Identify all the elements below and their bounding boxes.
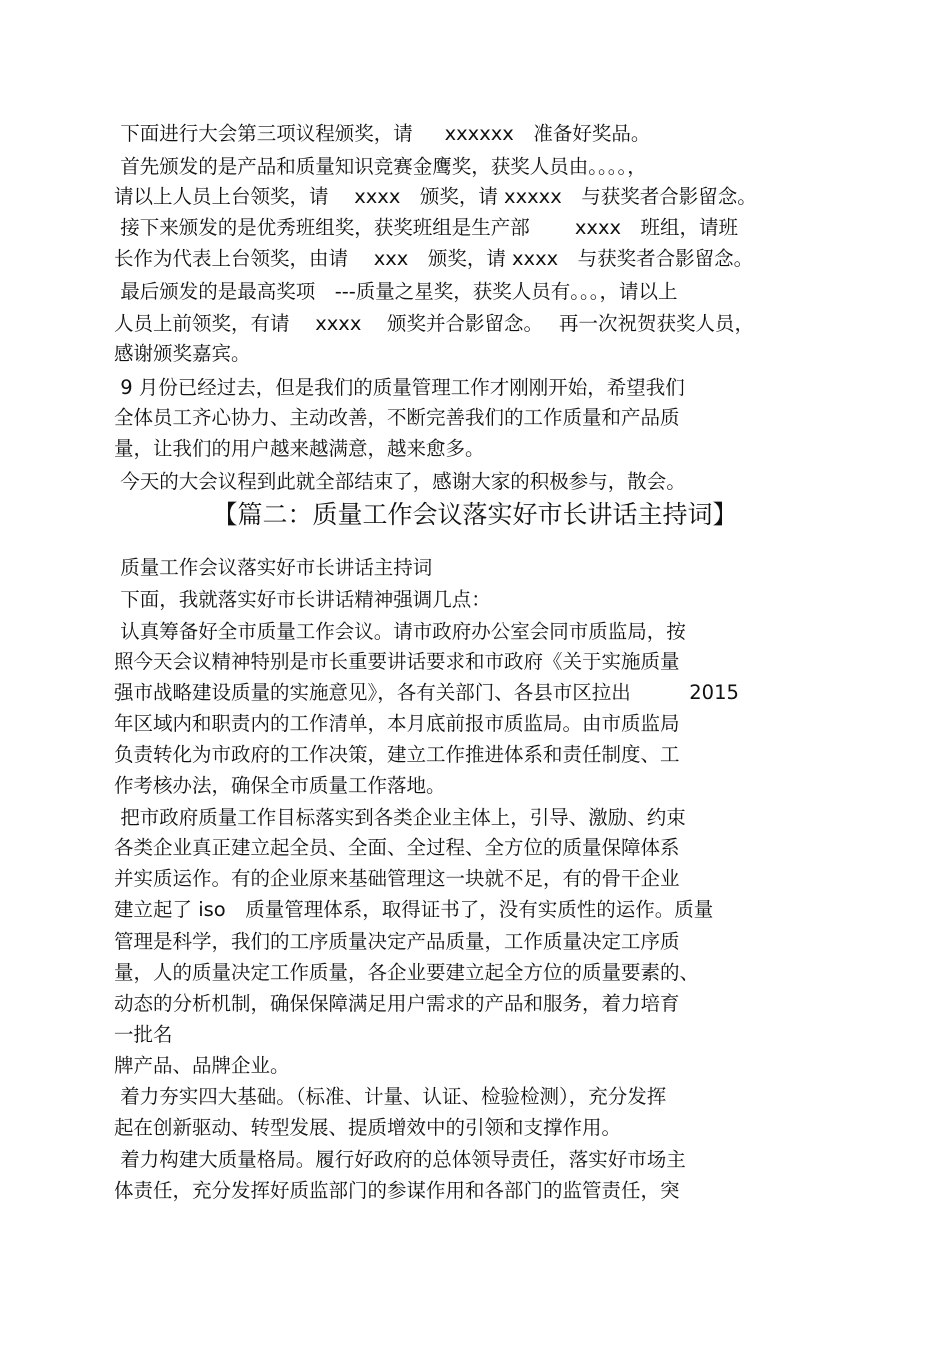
paragraph-line: 一批名 (114, 1023, 173, 1046)
section-heading: 【篇二：质量工作会议落实好市长讲话主持词】 (212, 500, 738, 529)
paragraph-line: 动态的分析机制，确保保障满足用户需求的产品和服务，着力培育 (114, 992, 680, 1015)
paragraph-line: 体责任，充分发挥好质监部门的参谋作用和各部门的监管责任，突 (114, 1179, 680, 1202)
paragraph-line: 牌产品、品牌企业。 (114, 1054, 290, 1077)
paragraph-line: 各类企业真正建立起全员、全面、全过程、全方位的质量保障体系 (114, 836, 680, 859)
paragraph-line: 下面，我就落实好市长讲话精神强调几点： (114, 588, 491, 611)
paragraph-line: 年区域内和职责内的工作清单，本月底前报市质监局。由市质监局 (114, 712, 680, 735)
paragraph-line: 着力构建大质量格局。履行好政府的总体领导责任，落实好市场主 (114, 1148, 686, 1171)
paragraph-line: 接下来颁发的是优秀班组奖，获奖班组是生产部 xxxx 班组，请班 (114, 216, 739, 239)
paragraph-line: 质量工作会议落实好市长讲话主持词 (114, 556, 433, 579)
paragraph-line: 首先颁发的是产品和质量知识竞赛金鹰奖，获奖人员由。。。。， (114, 155, 647, 178)
paragraph-line: 下面进行大会第三项议程颁奖，请 xxxxxx 准备好奖品。 (114, 122, 651, 145)
paragraph-line: 建立起了 iso 质量管理体系，取得证书了，没有实质性的运作。质量 (114, 898, 714, 921)
paragraph-line: 长作为代表上台领奖，由请 xxx 颁奖，请 xxxx 与获奖者合影留念。 (114, 247, 754, 270)
paragraph-line: 着力夯实四大基础。（标准、计量、认证、检验检测），充分发挥 (114, 1085, 667, 1108)
paragraph-line: 管理是科学，我们的工序质量决定产品质量，工作质量决定工序质 (114, 930, 680, 953)
paragraph-line: 起在创新驱动、转型发展、提质增效中的引领和支撑作用。 (114, 1116, 622, 1139)
paragraph-line: 请以上人员上台领奖，请 xxxx 颁奖，请 xxxxx 与获奖者合影留念。 (114, 185, 757, 208)
paragraph-line: 人员上前领奖，有请 xxxx 颁奖并合影留念。 再一次祝贺获奖人员， (114, 312, 755, 335)
paragraph-line: 量，人的质量决定工作质量，各企业要建立起全方位的质量要素的、 (114, 961, 700, 984)
paragraph-line: 最后颁发的是最高奖项 ---质量之星奖，获奖人员有。。。，请以上 (114, 280, 678, 303)
paragraph-line: 今天的大会议程到此就全部结束了，感谢大家的积极参与，散会。 (114, 470, 686, 493)
paragraph-line: 并实质运作。有的企业原来基础管理这一块就不足，有的骨干企业 (114, 867, 680, 890)
paragraph-line: 全体员工齐心协力、主动改善，不断完善我们的工作质量和产品质 (114, 406, 680, 429)
paragraph-line: 认真筹备好全市质量工作会议。请市政府办公室会同市质监局，按 (114, 620, 686, 643)
paragraph-line: 照今天会议精神特别是市长重要讲话要求和市政府《关于实施质量 (114, 650, 680, 673)
paragraph-line: 9 月份已经过去，但是我们的质量管理工作才刚刚开始，希望我们 (114, 376, 685, 399)
paragraph-line: 负责转化为市政府的工作决策，建立工作推进体系和责任制度、工 (114, 743, 680, 766)
paragraph-line: 把市政府质量工作目标落实到各类企业主体上，引导、激励、约束 (114, 806, 686, 829)
paragraph-line: 感谢颁奖嘉宾。 (114, 342, 251, 365)
paragraph-line: 量，让我们的用户越来越满意，越来愈多。 (114, 437, 485, 460)
paragraph-line: 强市战略建设质量的实施意见》，各有关部门、各县市区拉出 2015 (114, 681, 739, 704)
paragraph-line: 作考核办法，确保全市质量工作落地。 (114, 774, 446, 797)
